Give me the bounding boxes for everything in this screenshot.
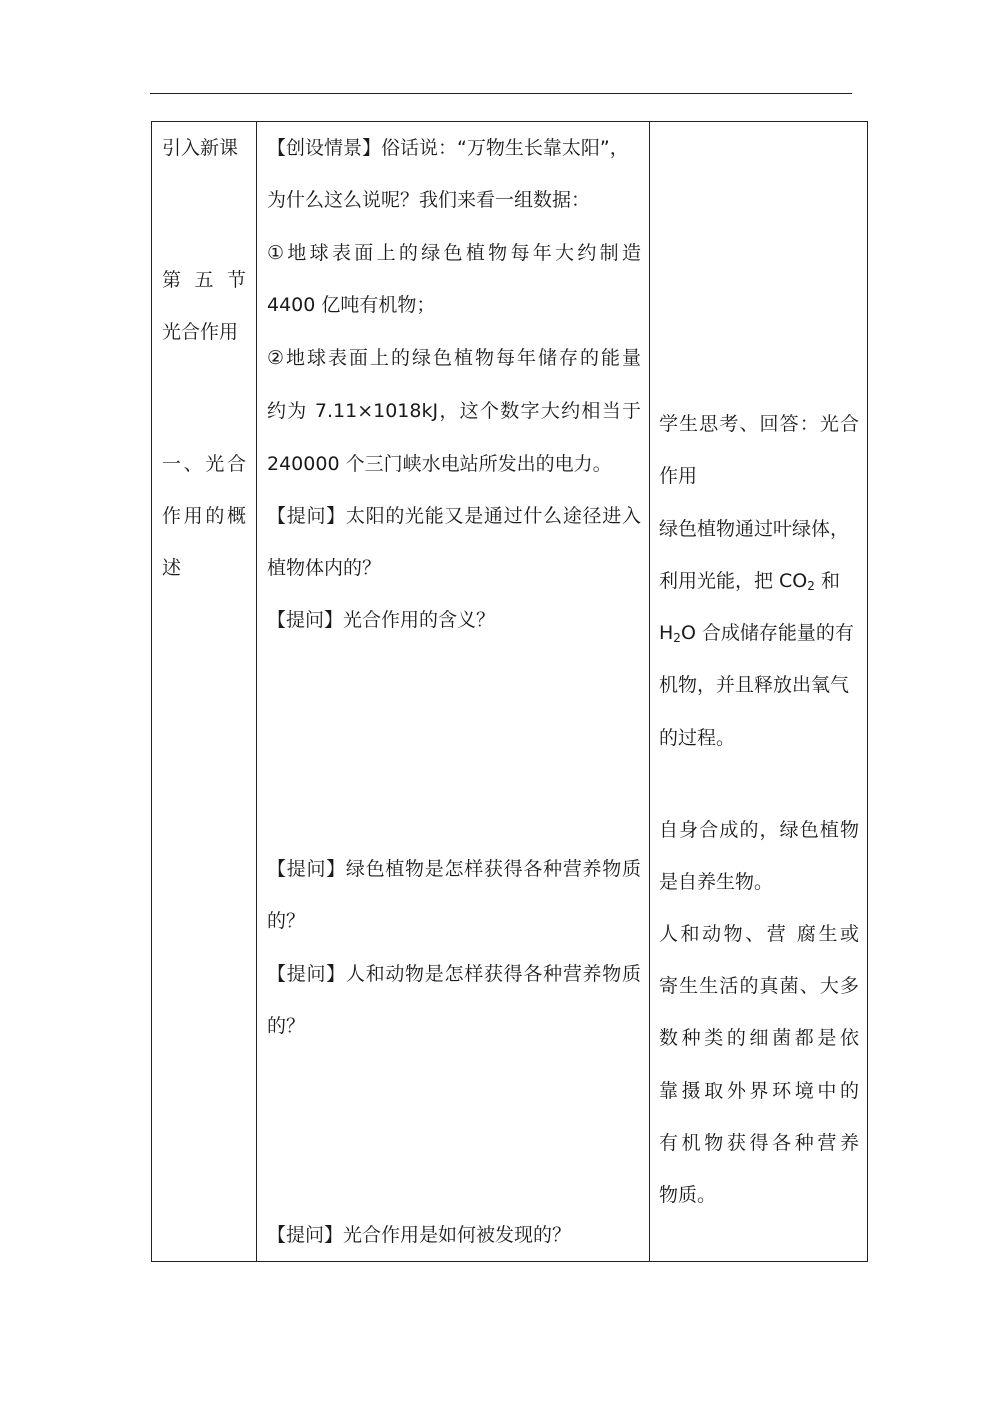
answer-4-line-6: 物质。 [659,1184,717,1206]
answer-1-line-2: 作用 [659,465,698,487]
stage-intro-label: 引入新课 [162,137,239,159]
question-1-line-1: 【提问】太阳的光能又是通过什么途径进入 [267,505,641,527]
answer-2-line-4: 机物，并且释放出氧气 [659,674,850,696]
answer-4-line-2: 寄生生活的真菌、大多 [659,975,859,997]
answer-2-line-1: 绿色植物通过叶绿体， [659,518,850,540]
question-3-line-1: 【提问】绿色植物是怎样获得各种营养物质 [267,858,641,880]
data-point-1-line-2: 4400 亿吨有机物； [267,294,436,316]
section-number: 第 五 节 [162,269,246,291]
lesson-plan-table [151,121,868,1262]
section-title: 光合作用 [162,321,239,343]
answer-4-line-5: 有机物获得各种营养 [659,1132,859,1154]
subsection-title-line-2: 作用的概 [162,505,246,527]
student-activity-column [650,122,869,1261]
answer-2-line-3: $H_2O$ 合成储存能量的有 [659,622,854,645]
answer-4-line-1: 人和动物、营 腐生或 [659,923,859,945]
answer-3-line-2: 是自养生物。 [659,871,774,893]
question-5: 【提问】光合作用是如何被发现的？ [267,1224,572,1246]
answer-1-line-1: 学生思考、回答：光合 [659,413,859,435]
scenario-line-2: 为什么这么说呢？我们来看一组数据： [267,189,591,211]
question-4-line-1: 【提问】人和动物是怎样获得各种营养物质 [267,963,641,985]
answer-4-line-4: 靠摄取外界环境中的 [659,1080,859,1102]
stage-column [152,122,257,1261]
teacher-activity-column [257,122,650,1261]
answer-4-line-3: 数种类的细菌都是依 [659,1027,859,1049]
data-point-1-line-1: ①地球表面上的绿色植物每年大约制造 [267,242,641,264]
question-4-line-2: 的？ [267,1015,306,1037]
answer-2-line-5: 的过程。 [659,727,736,749]
scenario-line-1: 【创设情景】俗话说：“万物生长靠太阳”， [267,137,629,159]
question-2: 【提问】光合作用的含义？ [267,609,496,631]
answer-2-line-2: 利用光能，把 $CO_2$ 和 [659,570,840,593]
data-point-2-line-1: ②地球表面上的绿色植物每年储存的能量 [267,347,641,369]
header-rule [150,93,852,94]
subsection-title-line-3: 述 [162,557,182,579]
subsection-title-line-1: 一、光合 [162,453,246,475]
data-point-2-line-3: 240000 个三门峡水电站所发出的电力。 [267,453,612,475]
answer-3-line-1: 自身合成的，绿色植物 [659,819,859,841]
data-point-2-line-2: 约为 7.11×1018kJ，这个数字大约相当于 [267,400,641,422]
question-3-line-2: 的？ [267,910,306,932]
question-1-line-2: 植物体内的？ [267,557,382,579]
